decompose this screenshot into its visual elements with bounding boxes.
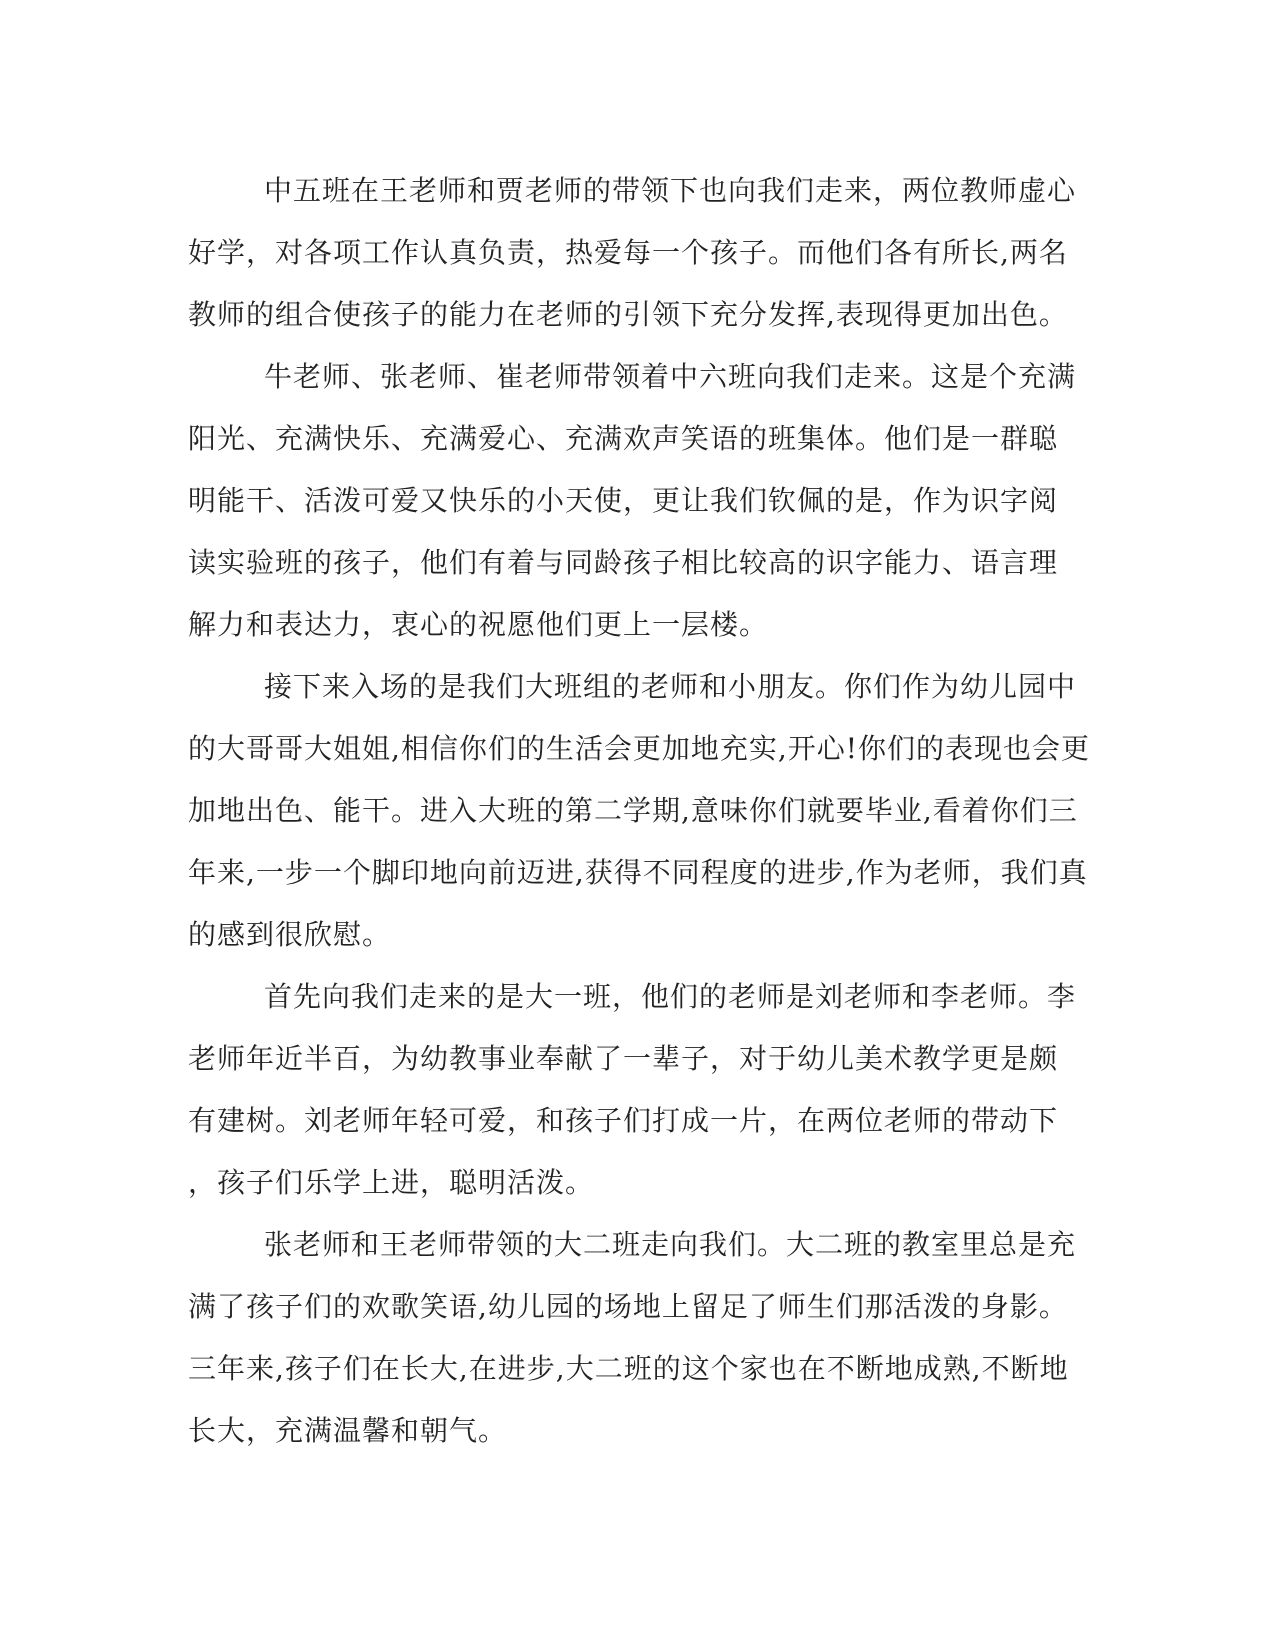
text-line: 的大哥哥大姐姐,相信你们的生活会更加地充实,开心!你们的表现也会更	[188, 732, 1091, 765]
text-line: 老师年近半百，为幼教事业奉献了一辈子，对于幼儿美术教学更是颇	[188, 1042, 1059, 1075]
paragraph-middle-class-six	[188, 346, 1078, 656]
text-line: 好学，对各项工作认真负责，热爱每一个孩子。而他们各有所长,两名	[188, 236, 1068, 269]
text-line: 读实验班的孩子，他们有着与同龄孩子相比较高的识字能力、语言理	[188, 546, 1059, 579]
text-line: 解力和表达力，衷心的祝愿他们更上一层楼。	[188, 608, 769, 641]
text-line: 首先向我们走来的是大一班，他们的老师是刘老师和李老师。李	[264, 980, 1077, 1013]
text-line: ，孩子们乐学上进，聪明活泼。	[188, 1166, 595, 1199]
text-line: 有建树。刘老师年轻可爱，和孩子们打成一片，在两位老师的带动下	[188, 1104, 1059, 1137]
paragraph-middle-class-five	[188, 160, 1078, 346]
text-line: 阳光、充满快乐、充满爱心、充满欢声笑语的班集体。他们是一群聪	[188, 422, 1059, 455]
paragraph-senior-group	[188, 656, 1091, 966]
text-line: 年来,一步一个脚印地向前迈进,获得不同程度的进步,作为老师，我们真	[188, 856, 1088, 889]
text-line: 中五班在王老师和贾老师的带领下也向我们走来，两位教师虚心	[264, 174, 1077, 207]
document-body	[188, 160, 1091, 1462]
text-line: 的感到很欣慰。	[188, 918, 392, 951]
text-line: 加地出色、能干。进入大班的第二学期,意味你们就要毕业,看着你们三	[188, 794, 1078, 827]
text-line: 三年来,孩子们在长大,在进步,大二班的这个家也在不断地成熟,不断地	[188, 1352, 1069, 1385]
text-line: 接下来入场的是我们大班组的老师和小朋友。你们作为幼儿园中	[264, 670, 1077, 703]
text-line: 张老师和王老师带领的大二班走向我们。大二班的教室里总是充	[264, 1228, 1077, 1261]
text-line: 牛老师、张老师、崔老师带领着中六班向我们走来。这是个充满	[264, 360, 1077, 393]
text-line: 教师的组合使孩子的能力在老师的引领下充分发挥,表现得更加出色。	[188, 298, 1068, 331]
text-line: 长大，充满温馨和朝气。	[188, 1414, 508, 1447]
paragraph-senior-class-two	[188, 1214, 1078, 1462]
text-line: 明能干、活泼可爱又快乐的小天使，更让我们钦佩的是，作为识字阅	[188, 484, 1059, 517]
text-line: 满了孩子们的欢歌笑语,幼儿园的场地上留足了师生们那活泼的身影。	[188, 1290, 1068, 1323]
paragraph-senior-class-one	[188, 966, 1078, 1214]
